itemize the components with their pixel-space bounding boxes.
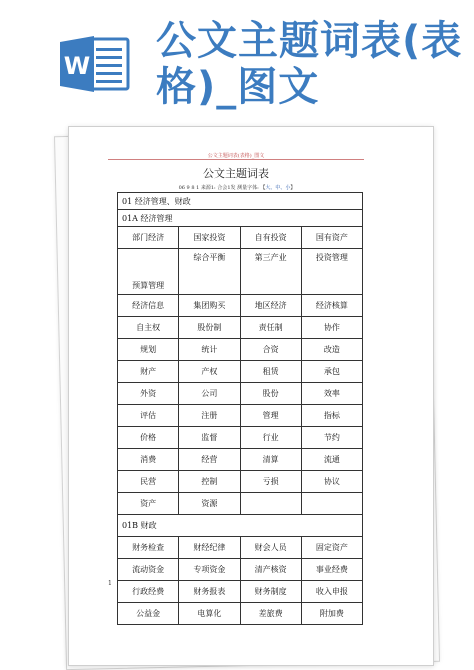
table-cell: 清产核资	[240, 559, 301, 581]
font-size-links[interactable]: 大、中、小	[265, 185, 291, 191]
table-cell: 公司	[179, 383, 240, 405]
table-cell: 经济核算	[301, 295, 362, 317]
table-row	[118, 449, 363, 471]
table-cell: 综合平衡	[179, 249, 240, 295]
table-cell: 公益金	[118, 603, 179, 625]
table-cell: 民营	[118, 471, 179, 493]
table-row	[118, 405, 363, 427]
table-cell: 专项资金	[179, 559, 240, 581]
section-row	[118, 210, 363, 227]
table-cell: 财务检查	[118, 537, 179, 559]
table-cell: 集团购买	[179, 295, 240, 317]
table-cell: 节约	[301, 427, 362, 449]
table-cell: 经营	[179, 449, 240, 471]
table-cell: 自有投资	[240, 227, 301, 249]
table-cell: 租赁	[240, 361, 301, 383]
table-row	[118, 603, 363, 625]
section-heading: 01 经济管理、财政	[118, 193, 363, 210]
table-cell: 财务制度	[240, 581, 301, 603]
table-row	[118, 317, 363, 339]
table-row	[118, 383, 363, 405]
table-row	[118, 537, 363, 559]
meta-text: 06 9 8 1 来源1: 合会1发 测量字体: 【	[178, 185, 266, 191]
table-cell: 产权	[179, 361, 240, 383]
table-cell: 财务报表	[179, 581, 240, 603]
table-cell: 控制	[179, 471, 240, 493]
section-row	[118, 193, 363, 210]
table-cell: 国有资产	[301, 227, 362, 249]
page-number: 1	[108, 580, 112, 587]
table-cell: 投资管理	[301, 249, 362, 295]
table-cell: 规划	[118, 339, 179, 361]
table-row	[118, 295, 363, 317]
table-row	[118, 339, 363, 361]
table-cell: 流动资金	[118, 559, 179, 581]
table-cell: 差旅费	[240, 603, 301, 625]
table-cell: 行政经费	[118, 581, 179, 603]
table-cell: 协作	[301, 317, 362, 339]
table-cell: 指标	[301, 405, 362, 427]
table-cell: 承包	[301, 361, 362, 383]
table-cell: 统计	[179, 339, 240, 361]
word-icon-letter: W	[63, 52, 91, 80]
table-row	[118, 361, 363, 383]
table-cell: 经济信息	[118, 295, 179, 317]
table-row	[118, 493, 363, 515]
table-row	[118, 581, 363, 603]
table-cell: 清算	[240, 449, 301, 471]
table-cell: 部门经济	[118, 227, 179, 249]
section-row	[118, 515, 363, 537]
table-cell: 亏损	[240, 471, 301, 493]
vocabulary-table	[117, 192, 363, 625]
table-cell: 国家投资	[179, 227, 240, 249]
document-title: 公文主题词表	[203, 167, 269, 180]
table-cell: 第三产业	[240, 249, 301, 295]
table-cell: 财会人员	[240, 537, 301, 559]
table-cell: 预算管理	[118, 249, 179, 295]
banner	[0, 0, 474, 112]
table-row	[118, 249, 363, 295]
table-row	[118, 559, 363, 581]
table-row	[118, 471, 363, 493]
table-cell: 外资	[118, 383, 179, 405]
table-cell: 地区经济	[240, 295, 301, 317]
table-cell: 收入申报	[301, 581, 362, 603]
table-cell: 价格	[118, 427, 179, 449]
table-cell: 股份制	[179, 317, 240, 339]
table-cell: 股份	[240, 383, 301, 405]
table-cell: 改造	[301, 339, 362, 361]
table-cell: 消费	[118, 449, 179, 471]
table-cell: 自主权	[118, 317, 179, 339]
table-cell: 责任制	[240, 317, 301, 339]
table-cell: 财产	[118, 361, 179, 383]
table-cell: 行业	[240, 427, 301, 449]
table-cell: 协议	[301, 471, 362, 493]
table-cell: 固定资产	[301, 537, 362, 559]
table-cell: 电算化	[179, 603, 240, 625]
table-cell: 资源	[179, 493, 240, 515]
table-cell: 资产	[118, 493, 179, 515]
section-heading: 01A 经济管理	[118, 210, 363, 227]
page-title: 公文主题词表(表格)_图文	[156, 18, 463, 110]
table-cell: 流通	[301, 449, 362, 471]
table-cell: 合资	[240, 339, 301, 361]
word-icon	[60, 36, 130, 92]
table-cell: 评估	[118, 405, 179, 427]
table-cell	[240, 493, 301, 515]
document-meta	[110, 184, 364, 191]
table-cell: 附加费	[301, 603, 362, 625]
table-cell: 事业经费	[301, 559, 362, 581]
meta-end: 】	[290, 185, 296, 191]
table-cell: 效率	[301, 383, 362, 405]
table-cell: 管理	[240, 405, 301, 427]
document-header: 公文主题词表(表格)_图文	[207, 153, 265, 159]
table-cell: 监督	[179, 427, 240, 449]
header-rule	[108, 159, 364, 160]
table-row	[118, 427, 363, 449]
table-row	[118, 227, 363, 249]
table-cell	[301, 493, 362, 515]
section-heading: 01B 财政	[118, 515, 363, 537]
table-cell: 注册	[179, 405, 240, 427]
table-cell: 财经纪律	[179, 537, 240, 559]
